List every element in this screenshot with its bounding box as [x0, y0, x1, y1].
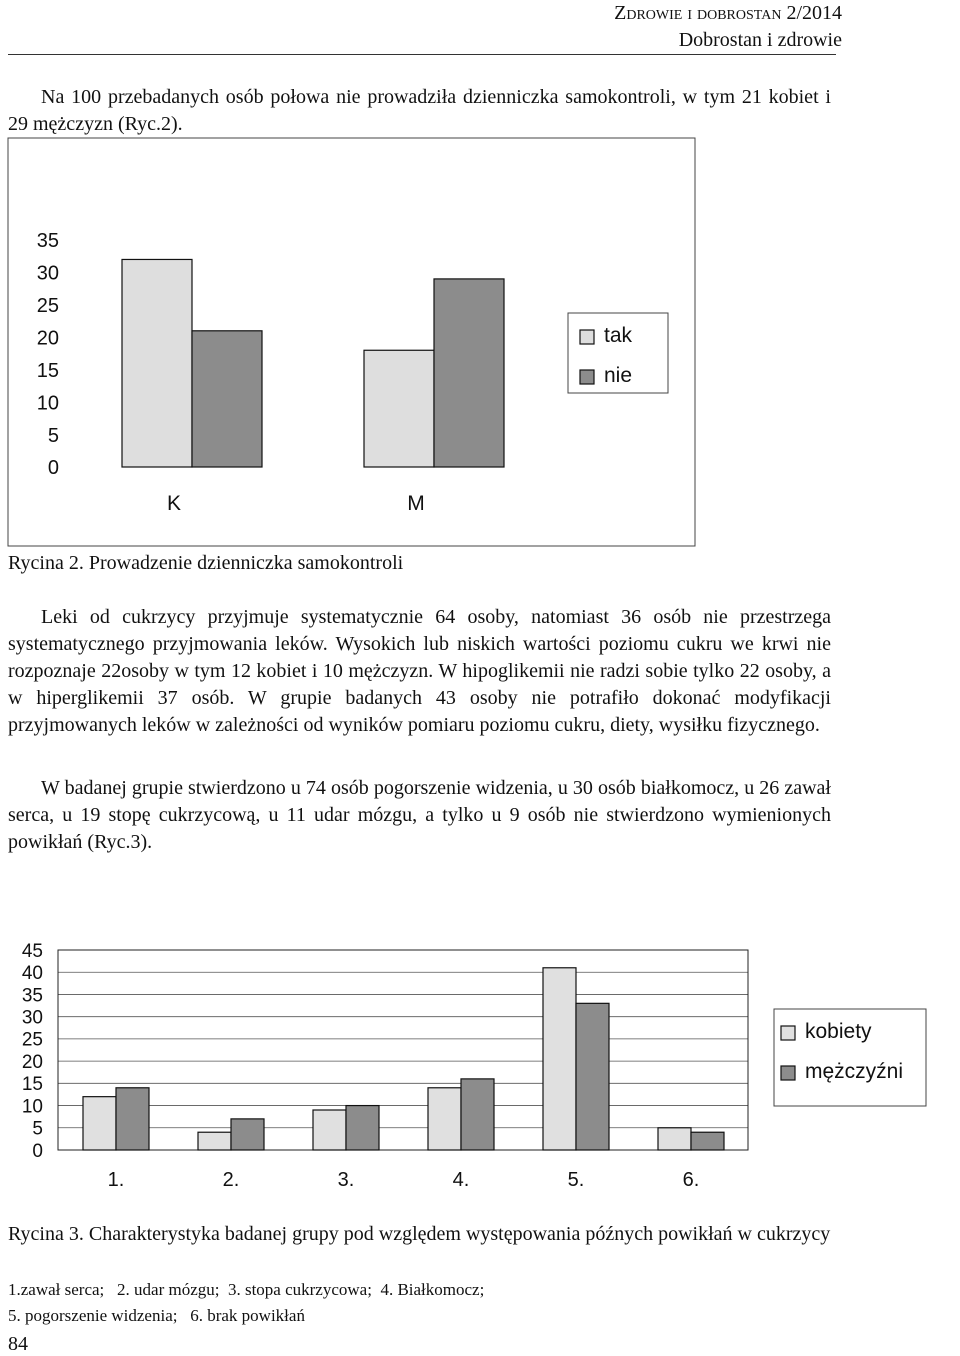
page-number: 84 — [8, 1333, 28, 1355]
bar-series1 — [428, 1088, 461, 1150]
bar-series1 — [543, 968, 576, 1150]
bar-series1 — [198, 1132, 231, 1150]
legend-label: tak — [604, 324, 633, 347]
legend-swatch — [580, 330, 594, 344]
bar-series2 — [192, 331, 262, 467]
y-tick-label: 25 — [36, 295, 59, 318]
bar-series1 — [83, 1097, 116, 1150]
bar-series1 — [313, 1110, 346, 1150]
y-tick-label: 10 — [36, 392, 59, 415]
y-tick-label: 35 — [36, 230, 59, 253]
bar-series2 — [691, 1132, 724, 1150]
journal-name: Zdrowie i dobrostan — [614, 2, 782, 24]
y-tick-label: 25 — [21, 1029, 43, 1051]
y-tick-label: 5 — [32, 1118, 43, 1140]
x-category-label: 4. — [452, 1169, 470, 1191]
x-category-label: 2. — [222, 1169, 240, 1191]
bar-series2 — [576, 1003, 609, 1150]
paragraph-intro: Na 100 przebadanych osób połowa nie prowadziła dzienniczka samokontroli, w tym 21 kobiet i 29 mężczyzn (Ryc.2). — [8, 86, 831, 135]
bar-series2 — [116, 1088, 149, 1150]
y-tick-label: 15 — [21, 1074, 43, 1096]
y-tick-label: 30 — [36, 262, 59, 285]
y-tick-label: 0 — [47, 457, 59, 480]
legend-label: kobiety — [805, 1020, 872, 1043]
bar-series1 — [122, 259, 192, 467]
x-category-label: 1. — [107, 1169, 125, 1191]
x-category-label: M — [407, 492, 425, 515]
y-tick-label: 35 — [21, 985, 43, 1007]
legend-label: mężczyźni — [805, 1060, 904, 1083]
legend-swatch — [580, 370, 594, 384]
bar-series1 — [364, 350, 434, 467]
plot-area-border — [58, 950, 748, 1150]
y-tick-label: 10 — [21, 1096, 43, 1118]
figure-3-key-line-1: 1.zawał serca; 2. udar mózgu; 3. stopa cukrzycowa; 4. Białkomocz; — [8, 1280, 485, 1299]
y-tick-label: 15 — [36, 359, 59, 382]
legend-swatch — [781, 1026, 795, 1040]
paragraph-complications: W badanej grupie stwierdzono u 74 osób pogorszenie widzenia, u 30 osób białkomocz, u 26 zawał serca, u 19 stopę cukrzycową, u 11 udar mózgu, a tylko u 9 osób nie stwierdzono wymienionych powikłań (Ryc.3). — [8, 777, 831, 853]
y-tick-label: 0 — [32, 1140, 43, 1162]
bar-series1 — [658, 1128, 691, 1150]
x-category-label: 5. — [567, 1169, 585, 1191]
legend-swatch — [781, 1066, 795, 1080]
y-tick-label: 5 — [47, 424, 59, 447]
y-tick-label: 20 — [21, 1051, 43, 1073]
figure-2-chart — [8, 138, 695, 546]
bar-series2 — [346, 1106, 379, 1150]
figure-2-caption: Rycina 2. Prowadzenie dzienniczka samokontroli — [8, 552, 404, 574]
x-category-label: 3. — [337, 1169, 355, 1191]
legend-label: nie — [604, 364, 633, 387]
bar-series2 — [434, 279, 504, 467]
y-tick-label: 30 — [21, 1007, 43, 1029]
journal-issue: 2/2014 — [786, 2, 842, 24]
running-header-section: Dobrostan i zdrowie — [678, 29, 842, 51]
figure-3-key-line-2: 5. pogorszenie widzenia; 6. brak powikłań — [8, 1306, 305, 1325]
paragraph-medication: Leki od cukrzycy przyjmuje systematycznie 64 osoby, natomiast 36 osób nie przestrzega systematycznego przyjmowania leków. Wysokich lub niskich wartości poziomu cukru we krwi nie rozpoznaje 22osoby w tym 12 kobiet i 10 mężczyzn. W hipoglikemii nie radzi sobie tylko 22 osoby, a w hiperglikemii 37 osób. W grupie badanych 43 osoby nie potrafiło dokonać modyfikacji przyjmowanych leków w zależności od wyników pomiaru poziomu cukru, diety, wysiłku fizycznego. — [8, 606, 831, 736]
bar-series2 — [461, 1079, 494, 1150]
figure-3-caption: Rycina 3. Charakterystyka badanej grupy pod względem występowania późnych powikłań w cukrzycy — [8, 1223, 831, 1245]
y-tick-label: 45 — [21, 940, 43, 962]
bar-series2 — [231, 1119, 264, 1150]
x-category-label: 6. — [682, 1169, 700, 1191]
y-tick-label: 40 — [21, 963, 43, 985]
figure-3-chart — [22, 941, 926, 1191]
x-category-label: K — [166, 492, 182, 515]
y-tick-label: 20 — [36, 327, 59, 350]
